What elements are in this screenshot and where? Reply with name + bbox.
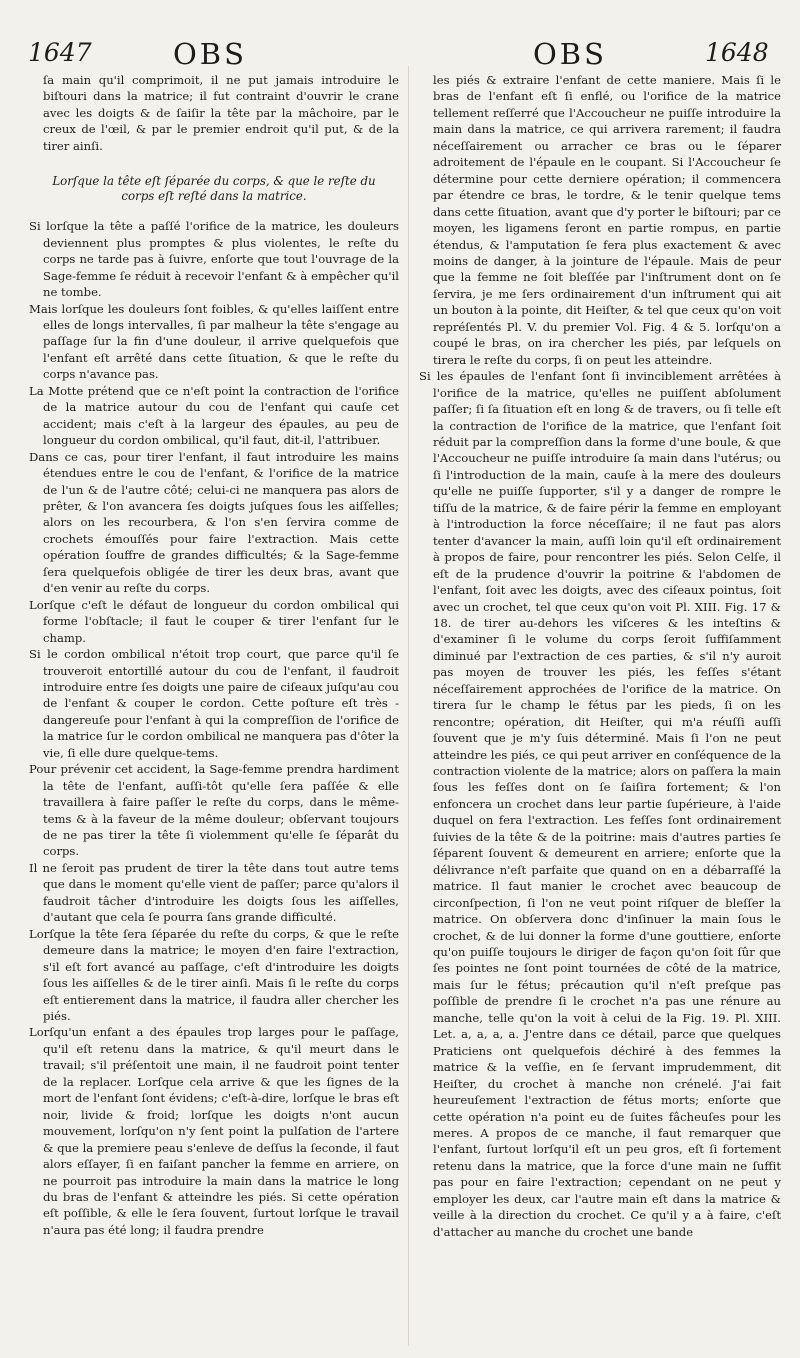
left-paragraph: Lorſque c'eſt le défaut de longueur du cordon ombilical qui forme l'obſtacle; il faut le couper & tirer l'enfant ſur le champ.	[29, 597, 399, 645]
right-continuation-paragraph: les piés & extraire l'enfant de cette maniere. Mais ſi le bras de l'enfant eſt ſi enflé, ou l'orifice de la matrice tellement reſſerré que l'Accoucheur ne puiſſe introduire la main dans la matrice, ce qui arrivera rarement; il faudra néceſſairement ou arracher ce bras ou le ſéparer adroitement de l'épaule en le coupant. Si l'Accoucheur ſe détermine pour cette derniere opération; il commencera par étendre ce bras, le tordre, & le tenir quelque tems dans cette ſituation, avant que d'y porter le biſtouri; par ce moyen, les ligamens ſeront en partie rompus, en partie étendus, & l'amputation ſe fera plus exactement & avec moins de danger, à la jointure de l'épaule. Mais de peur que la femme ne ſoit bleſſée par l'inſtrument dont on ſe ſervira, je me ſers ordinairement d'un inſtrument qui ait un bouton à la pointe, dit Heiſter, & tel que ceux qu'on voit repréſentés Pl. V. du premier Vol. Fig. 4 & 5. lorſqu'on a coupé le bras, on ira chercher les piés, par leſquels on tirera le reſte du corps, ſi on peut les atteindre.	[433, 73, 781, 367]
left-paragraph: Pour prévenir cet accident, la Sage-femme prendra hardiment la tête de l'enfant, auſſi-tôt qu'elle ſera paſſée & elle travaillera à faire paſſer le reſte du corps, dans le même-tems & à la faveur de la même douleur; obſervant toujours de ne pas tirer la tête ſi violemment qu'elle ſe ſéparât du corps.	[29, 762, 399, 859]
left-paragraph: Il ne ſeroit pas prudent de tirer la tête dans tout autre tems que dans le moment qu'elle vient de paſſer; parce qu'alors il faudroit tâcher d'introduire les doigts ſous les aiſſelles, d'autant que cela ſe pourra ſans grande difficulté.	[29, 860, 399, 925]
left-paragraph: Si lorſque la tête a paſſé l'orifice de la matrice, les douleurs deviennent plus promptes & plus violentes, le reſte du corps ne tarde pas à ſuivre, enſorte que tout l'ouvrage de la Sage-femme ſe réduit à recevoir l'enfant & à empêcher qu'il ne tombe.	[29, 219, 399, 300]
right-running-head: OBS	[533, 37, 607, 71]
left-page-number: 1647	[28, 38, 92, 67]
left-paragraph: Lorſqu'un enfant a des épaules trop larges pour le paſſage, qu'il eſt retenu dans la matrice, & qu'il meurt dans le travail; s'il préſentoit une main, il ne faudroit point tenter de la replacer. Lorſque cela arrive & que les ſignes de la mort de l'enfant ſont évidens; c'eſt-à-dire, lorſque le bras eſt noir, livide & froid; lorſque les doigts n'ont aucun mouvement, lorſqu'on n'y ſent point la pulſation de l'artere & que la premiere peau s'enleve de deſſus la ſeconde, il faut alors eſſayer, ſi en faiſant pancher la femme en arriere, on ne pourroit pas introduire la main dans la matrice le long du bras de l'enfant & atteindre les piés. Si cette opération eſt poſſible, & elle le ſera ſouvent, ſurtout lorſque le travail n'aura pas été long; il faudra prendre	[29, 1025, 399, 1237]
right-column	[419, 72, 781, 1240]
left-intro-paragraph: ſa main qu'il comprimoit, il ne put jamais introduire le biſtouri dans la matrice; il fut contraint d'ouvrir le crane avec les doigts & de ſaiſir la tête par la mâchoire, par le creux de l'œil, & par le premier endroit qu'il put, & de la tirer ainſi.	[43, 73, 399, 153]
left-paragraph: La Motte prétend que ce n'eſt point la contraction de l'orifice de la matrice autour du cou de l'enfant qui cauſe cet accident; mais c'eſt à la largeur des épaules, au peu de longueur du cordon ombilical, qu'il faut, dit-il, l'attribuer.	[29, 383, 399, 448]
left-paragraph: Mais lorſque les douleurs ſont foibles, & qu'elles laiſſent entre elles de longs intervalles, ſi par malheur la tête s'engage au paſſage ſur la fin d'une douleur, il arrive quelquefois que l'enfant eſt arrêté dans cette ſituation, & que le reſte du corps n'avance pas.	[29, 301, 399, 382]
column-divider	[408, 66, 409, 1346]
section-heading: Lorſque la tête eſt ſéparée du corps, & que le reſte du corps eſt reſté dans la matrice.	[52, 174, 376, 204]
left-paragraph: Lorſque la tête ſera ſéparée du reſte du corps, & que le reſte demeure dans la matrice; le moyen d'en faire l'extraction, s'il eſt fort avancé au paſſage, c'eſt d'introduire les doigts ſous les aiſſelles & de le tirer ainſi. Mais ſi le reſte du corps eſt entierement dans la matrice, il faudra aller chercher les piés.	[29, 926, 399, 1024]
left-paragraph: Dans ce cas, pour tirer l'enfant, il faut introduire les mains étendues entre le cou de l'enfant, & l'orifice de la matrice de l'un & de l'autre côté; celui-ci ne manquera pas alors de prêter, & l'on avancera ſes doigts juſques ſous les aiſſelles; alors on les recourbera, & l'on s'en ſervira comme de crochets émouſſés pour faire l'extraction. Mais cette opération ſouffre de grandes difficultés; & la Sage-femme ſera quelquefois obligée de tirer les deux bras, avant que d'en venir au reſte du corps.	[29, 449, 399, 596]
left-paragraph: Si le cordon ombilical n'étoit trop court, que parce qu'il ſe trouveroit entortillé autour du cou de l'enfant, il faudroit introduire entre ſes doigts une paire de ciſeaux juſqu'au cou de l'enfant & couper le cordon. Cette poſture eſt très - dangereuſe pour l'enfant à qui la compreſſion de l'orifice de la matrice ſur le cordon ombilical ne manquera pas d'ôter la vie, ſi elle dure quelque-tems.	[29, 647, 399, 760]
left-column	[29, 72, 399, 1238]
left-running-head: OBS	[173, 37, 247, 71]
right-page-number: 1648	[705, 38, 769, 67]
right-paragraph: Si les épaules de l'enfant ſont ſi invinciblement arrêtées à l'orifice de la matrice, qu'elles ne puiſſent abſolument paſſer; ſi ſa ſituation eſt en long & de travers, ou ſi telle eſt la contraction de l'orifice de la matrice, que l'enfant ſoit réduit par la compreſſion dans la forme d'une boule, & que l'Accoucheur ne puiſſe introduire ſa main dans l'utérus; ou ſi l'introduction de la main, cauſe à la mere des douleurs qu'elle ne puiſſe ſupporter, s'il y a danger de rompre le tiſſu de la matrice, & de faire périr la femme en employant à l'introduction la force néceſſaire; il ne faut pas alors tenter d'avancer la main, auſſi loin qu'il eſt ordinairement à propos de faire, pour rencontrer les piés. Selon Celſe, il eſt de la prudence d'ouvrir la poitrine & l'abdomen de l'enfant, ſoit avec les doigts, avec des ciſeaux pointus, ſoit avec un crochet, tel que ceux qu'on voit Pl. XIII. Fig. 17 & 18. de tirer au-dehors les viſceres & les inteſtins & d'examiner ſi le volume du corps ſeroit ſuffiſamment diminué par l'extraction de ces parties, & s'il n'y auroit pas moyen de trouver les piés, les feſſes s'étant néceſſairement approchées de l'orifice de la matrice. On tirera ſur le champ le fétus par les pieds, ſi on les rencontre; opération, dit Heiſter, qui m'a réuſſi auſſi ſouvent que je m'y ſuis déterminé. Mais ſi l'on ne peut atteindre les piés, ce qui peut arriver en conſéquence de la contraction violente de la matrice; alors on paſſera la main ſous les feſſes dont on ſe ſaiſira fortement; & l'on enfoncera un crochet dans leur partie ſupérieure, à l'aide duquel on fera l'extraction. Les feſſes ſont ordinairement ſuivies de la tête & de la poitrine: mais d'autres parties ſe ſéparent ſouvent & demeurent en arriere; enſorte que la délivrance n'eſt parfaite que quand on en a débarraſſé la matrice. Il faut manier le crochet avec beaucoup de circonſpection, ſi l'on ne veut point riſquer de bleſſer la matrice. On obſervera donc d'inſinuer la main ſous le crochet, & de lui donner la forme d'une gouttiere, enſorte qu'on puiſſe toujours le diriger de façon qu'on ſoit ſûr que ſes pointes ne ſont point tournées de côté de la matrice, mais ſur le fétus; précaution qu'il n'eſt preſque pas poſſible de prendre ſi le crochet n'a pas une rénure au manche, telle qu'on la voit à celui de la Fig. 19. Pl. XIII. Let. a, a, a, a. J'entre dans ce détail, parce que quelques Praticiens ont quelquefois déchiré à des femmes la matrice & la veſſie, en ſe ſervant imprudemment, dit Heiſter, du crochet à manche non crénelé. J'ai fait heureuſement l'extraction de fétus morts; enſorte que cette opération n'a point eu de ſuites fâcheuſes pour les meres. A propos de ce manche, il faut remarquer que l'enfant, ſurtout lorſqu'il eſt un peu gros, eſt ſi fortement retenu dans la matrice, que la force d'une main ne ſuffit pas pour en faire l'extraction; cependant on ne peut y employer les deux, car l'autre main eſt dans la matrice & veille à la direction du crochet. Ce qu'il y a à faire, c'eſt d'attacher au manche du crochet une bande	[419, 369, 781, 1239]
